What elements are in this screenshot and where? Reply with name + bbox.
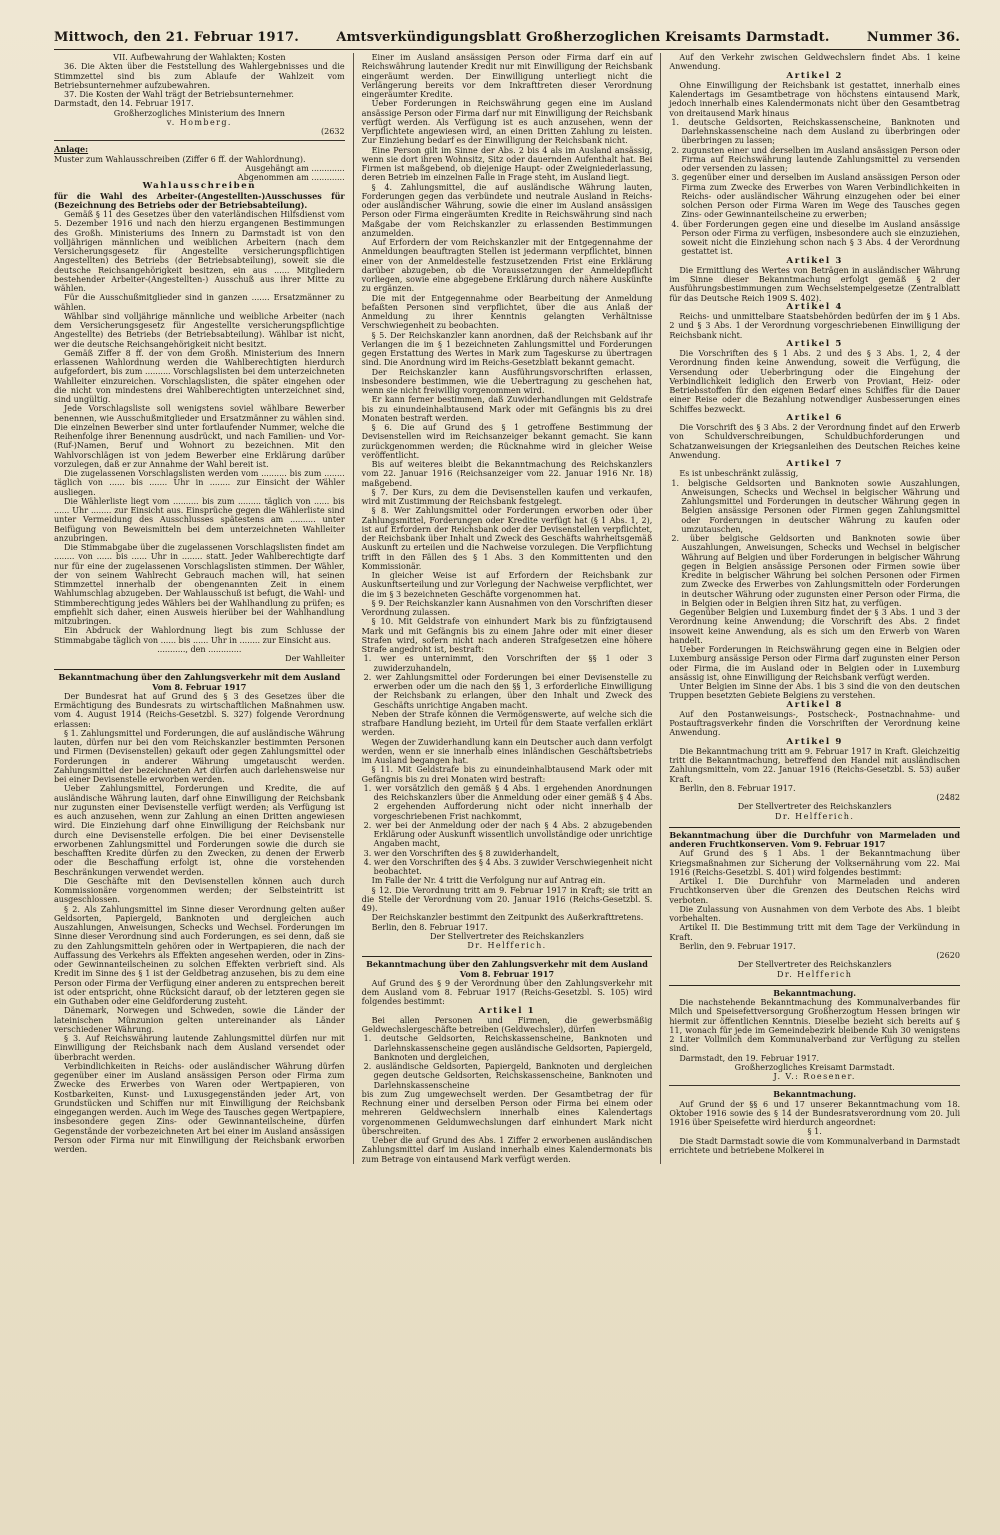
paragraph: Ueber Forderungen in Reichswährung gegen eine in Belgien oder Luxemburg ansässige Person oder Firma darf zugunsten einer Person oder Firma, die im Ausland oder in Belgien oder in Luxemburg ansässig ist, ohne Einwilligung der Reichsbank verfügt werden.	[669, 645, 961, 682]
paragraph: Wegen der Zuwiderhandlung kann ein Deutscher auch dann verfolgt werden, wenn er sie innerhalb eines inländischen Geschäftsbetriebs im Ausland begangen hat.	[361, 737, 653, 765]
divider	[362, 956, 653, 957]
signature-title: Der Stellvertreter des Reichskanzlers	[737, 960, 892, 970]
artikel-heading: Artikel 7	[786, 459, 843, 469]
masthead-title: Amtsverkündigungsblatt Großherzoglichen Kreisamts Darmstadt.	[336, 30, 830, 45]
paragraph: Auf Grund der §§ 6 und 17 unserer Bekanntmachung vom 18. Oktober 1916 sowie des § 14 der Bundesratsverordnung vom 20. Juli 1916 über Speisefette wird hierdurch angeordnet:	[669, 1099, 961, 1127]
anlage-label: Anlage:	[54, 144, 89, 155]
wahlleiter: Der Wahlleiter	[285, 654, 345, 663]
list-item: 2. wer bei der Anmeldung oder der nach § 4 Abs. 2 abzugebenden Erklärung oder Auskunft wissentlich unvollständige oder unrichtige Angaben macht,	[363, 820, 653, 849]
artikel-heading: Artikel 9	[786, 736, 843, 747]
article-paragraph: Ueber Zahlungsmittel, Forderungen und Kredite, die auf ausländische Währung lauten, darf ohne Einwilligung der Reichsbank nur zugunsten einer Devisenstelle verfügt werden; als Verfügung ist es auch anzusehen, wenn zur Zahlung an einen Dritten angewiesen wird. Die Einziehung darf ohne Einwilligung der Reichsbank nur durch eine Devisenstelle erfolgen. Die bei einer Devisenstelle erworbenen Zahlungsmittel und Forderungen sowie die durch sie beschafften Kredite dürfen zu den Zwecken, zu denen der Erwerb oder die Beschaffung erfolgt ist, ohne die vorstehenden Beschränkungen verwendet werden.	[54, 784, 345, 877]
artikel-heading: Artikel 4	[786, 301, 843, 312]
artikel-heading: Artikel 2	[786, 70, 843, 81]
list-item: 2. über belgische Geldsorten und Banknoten sowie über Auszahlungen, Anweisungen, Schecks und Wechsel in belgischer Währung auf Belgien und über Forderungen in belgischer Währung gegen in Belgien ansässige Personen oder Firmen sowie über Kredite in belgischer Währung bei solchen Personen oder Firmen zum Zwecke des Erwerbes von Zahlungsmitteln oder Forderungen in deutscher Währung oder zugunsten einer Person oder Firma, die in Belgien oder in Belgien ihren Sitz hat, zu verfügen.	[671, 534, 961, 608]
article-title: Bekanntmachung über den Zahlungsverkehr mit dem Ausland Vom 8. Februar 1917	[366, 959, 648, 979]
article-paragraph: § 2. Als Zahlungsmittel im Sinne dieser Verordnung gelten außer Geldsorten, Papiergeld, Banknoten und dergleichen auch Auszahlungen, Anweisungen, Schecks und Wechsel. Forderungen im Sinne dieser Verordnung sind auch Forderungen, es sei denn, daß sie zu den Zahlungsmitteln gehören oder in Wertpapieren, die nach der Auffassung des Verkehrs als Effekten angesehen werden, oder in Zins- oder Gewinnanteilscheinen zu solchen Effekten verbrieft sind. Als Kredit im Sinne des § 1 ist der Geldbetrag anzusehen, bis zu dem eine Person oder Firma der Verfügung einer anderen zu entsprechen bereit ist oder entspricht, ohne Rücksicht darauf, ob der letzteren gegen sie ein Guthaben oder eine Geldforderung zusteht.	[54, 904, 345, 1006]
article-paragraph: Die Geschäfte mit den Devisenstellen können auch durch Kommissionäre vorgenommen werden; der Selbsteintritt ist ausgeschlossen.	[54, 876, 345, 905]
list-item: 2. ausländische Geldsorten, Papiergeld, Banknoten und dergleichen gegen deutsche Geldsorten, Reichskassenscheine, Banknoten und Darlehnskassenscheine	[363, 1062, 653, 1090]
paragraph: § 6. Die auf Grund des § 1 getroffene Bestimmung der Devisenstellen wird im Reichsanzeiger bekannt gemacht. Sie kann zurückgenommen werden; die Rücknahme wird in gleicher Weise veröffentlicht.	[361, 423, 653, 460]
column-3	[660, 53, 960, 1164]
paragraph: Unter Belgien im Sinne der Abs. 1 bis 3 sind die von den deutschen Truppen besetzten Gebiete Belgiens zu verstehen.	[669, 682, 961, 701]
reference-number: (2632	[321, 127, 345, 136]
wahl-paragraph: Gemäß § 11 des Gesetzes über den vaterländischen Hilfsdienst vom 5. Dezember 1916 und nach den hierzu ergangenen Bestimmungen des Großh. Ministeriums des Innern zu Darmstadt ist von den volljährigen männlichen und weiblichen Arbeitern (nach dem Versicherungsgesetz für Angestellte versicherungspflichtigen Angestellten) des Betriebs (der Betriebsabteilung), soweit sie die deutsche Reichsangehörigkeit besitzen, ein aus ...... Mitgliedern bestehender Arbeiter-(Angestellten-) Ausschuß aus ihrer Mitte zu wählen.	[54, 210, 345, 293]
paragraph: Eine Person gilt im Sinne der Abs. 2 bis 4 als im Ausland ansässig, wenn sie dort ihren Wohnsitz, Sitz oder dauernden Aufenthalt hat. Bei Firmen ist maßgebend, ob diejenige Haupt- oder Zweigniederlassung, deren Betrieb im einzelnen Falle in Frage steht, im Ausland liegt.	[361, 145, 653, 183]
wahlausschreiben-heading: Wahlausschreiben	[142, 181, 257, 192]
wahl-paragraph: Die Wählerliste liegt vom .......... bis zum ......... täglich von ...... bis ...... Uhr ........ zur Einsicht aus. Einsprüche gegen die Wählerliste sind unter Vermeidung des Ausschlusses spätestens am .......... unter Beifügung von Beweismitteln bei dem unterzeichneten Wahlleiter anzubringen.	[54, 496, 345, 543]
article-title: Bekanntmachung über den Zahlungsverkehr mit dem Ausland Vom 8. Februar 1917	[58, 672, 341, 692]
signature-name: J. V.: Roesener.	[773, 1072, 856, 1081]
ort-datum: ..........., den .............	[157, 644, 242, 654]
list-item: 3. wer den Vorschriften des § 8 zuwiderhandelt,	[363, 848, 560, 858]
place-date: Darmstadt, den 14. Februar 1917.	[54, 99, 194, 109]
paragraph: Reichs- und unmittelbare Staatsbehörden bedürfen der im § 1 Abs. 2 und § 3 Abs. 1 der Verordnung vorgeschriebenen Einwilligung der Reichsbank nicht.	[669, 312, 961, 340]
wahl-paragraph: Jede Vorschlagsliste soll wenigstens soviel wählbare Bewerber benennen, wie Ausschußmitglieder und Ersatzmänner zu wählen sind. Die einzelnen Bewerber sind unter fortlaufender Nummer, welche die Reihenfolge ihrer Benennung ausdrückt, und nach Familien- und Vor-(Ruf-)Namen, Beruf und Wohnort zu bezeichnen. Mit den Wahlvorschlägen ist von jedem Bewerber eine Erklärung darüber vorzulegen, daß er zur Annahme der Wahl bereit ist.	[54, 404, 345, 469]
article-paragraph: § 3. Auf Reichswährung lautende Zahlungsmittel dürfen nur mit Einwilligung der Reichsbank nach dem Ausland versendet oder überbracht werden.	[54, 1034, 345, 1062]
list-item: 4. wer den Vorschriften des § 4 Abs. 3 zuwider Verschwiegenheit nicht beobachtet.	[363, 857, 653, 876]
paragraph: Einer im Ausland ansässigen Person oder Firma darf ein auf Reichswährung lautender Kredit nur mit Einwilligung der Reichsbank eingeräumt werden. Der Einwilligung unterliegt nicht die Verlängerung bereits vor dem Inkrafttreten dieser Verordnung eingeräumter Kredite.	[361, 53, 653, 99]
divider	[669, 985, 960, 986]
bekanntmachung-heading: Bekanntmachung.	[773, 1089, 857, 1100]
bekanntmachung-heading: Bekanntmachung.	[773, 987, 857, 998]
divider	[54, 140, 345, 141]
divider	[669, 827, 960, 828]
place-date: Berlin, den 8. Februar 1917.	[679, 783, 796, 793]
signature-name: Dr. Helfferich	[777, 969, 853, 979]
paragraph: Auf Erfordern der vom Reichskanzler mit der Entgegennahme der Anmeldungen beauftragten Stellen ist jedermann verpflichtet, binnen einer von der Anmeldestelle festzusetzenden Frist eine Erklärung darüber abzugeben, ob die Voraussetzungen der Anmeldepflicht vorliegen, sowie eine abgegebene Erklärung durch nähere Auskünfte zu ergänzen.	[361, 238, 653, 294]
paragraph: Ueber die auf Grund des Abs. 1 Ziffer 2 erworbenen ausländischen Zahlungsmittel darf im Ausland innerhalb eines Kalendermonats bis zum Betrage von eintausend Mark verfügt werden.	[361, 1136, 653, 1164]
paragraph: Im Falle der Nr. 4 tritt die Verfolgung nur auf Antrag ein.	[371, 876, 606, 886]
paragraph: Die Bekanntmachung tritt am 9. Februar 1917 in Kraft. Gleichzeitig tritt die Bekanntmachung, betreffend den Handel mit ausländischen Zahlungsmitteln, vom 22. Januar 1916 (Reichs-Gesetzbl. S. 53) außer Kraft.	[669, 746, 961, 784]
paragraph: Der Reichskanzler bestimmt den Zeitpunkt des Außerkrafttretens.	[371, 913, 644, 923]
article-paragraph: Dänemark, Norwegen und Schweden, sowie die Länder der lateinischen Münzunion gelten untereinander als Länder verschiedener Währung.	[54, 1006, 345, 1034]
signature-title: Der Stellvertreter des Reichskanzlers	[737, 802, 892, 812]
paragraph: Die Ermittlung des Wertes von Beträgen in ausländischer Währung im Sinne dieser Bekanntmachung erfolgt gemäß § 2 der Ausführungsbestimmungen zum Wechselstempelgesetze (Zentralblatt für das Deutsche Reich 1909 S. 402).	[669, 265, 961, 303]
ministry: Großherzogliches Ministerium des Innern	[113, 108, 285, 118]
article-title: Bekanntmachung über die Durchfuhr von Marmeladen und anderen Fruchtkonserven. Vom 9. Februar 1917	[669, 829, 961, 849]
paragraph: Die mit der Entgegennahme oder Bearbeitung der Anmeldung befaßten Personen sind verpflichtet, über die aus Anlaß der Anmeldung zu ihrer Kenntnis gelangten Verhältnisse Verschwiegenheit zu beobachten.	[361, 293, 653, 331]
place-date: Darmstadt, den 19. Februar 1917.	[679, 1053, 820, 1063]
ausgehaengt-line: Ausgehängt am .............	[245, 163, 345, 173]
signature-title: Der Stellvertreter des Reichskanzlers	[430, 931, 584, 941]
column-2	[353, 53, 653, 1164]
paragraph: Die Stadt Darmstadt sowie die vom Kommunalverband in Darmstadt errichtete und betriebene Molkerei in	[669, 1136, 961, 1155]
masthead-date: Mittwoch, den 21. Februar 1917.	[54, 30, 299, 45]
paragraph-37: 37. Die Kosten der Wahl trägt der Betriebsunternehmer.	[64, 90, 294, 99]
section-heading: VII. Aufbewahrung der Wahlakten; Kosten	[113, 53, 286, 62]
paragraph: Auf den Postanweisungs-, Postscheck-, Postnachnahme- und Postauftragsverkehr finden die Vorschriften der Verordnung keine Anwendung.	[669, 709, 961, 738]
signer: v. Homberg.	[166, 117, 232, 127]
paragraph: § 7. Der Kurs, zu dem die Devisenstellen kaufen und verkaufen, wird mit Zustimmung der Reichsbank festgelegt.	[361, 487, 653, 506]
paragraph: § 5. Der Reichskanzler kann anordnen, daß der Reichsbank auf ihr Verlangen die im § 1 bezeichneten Zahlungsmittel und Forderungen gegen Erstattung des Wertes in Mark zum Tageskurse zu übertragen sind. Die Anordnung wird im Reichs-Gesetzblatt bekannt gemacht.	[361, 330, 653, 368]
paragraph: Artikel II. Die Bestimmung tritt mit dem Tage der Verkündung in Kraft.	[669, 923, 961, 942]
paragraph: § 10. Mit Geldstrafe von einhundert Mark bis zu fünfzigtausend Mark und mit Gefängnis bis zu einem Jahre oder mit einer dieser Strafen wird, sofern nicht nach anderen Strafgesetzen eine höhere Strafe angedroht ist, bestraft:	[361, 617, 653, 654]
list-item: 4. über Forderungen gegen eine und dieselbe im Ausland ansässige Person oder Firma zu verfügen, insbesondere auch sie einzuziehen, soweit nicht die Einziehung schon nach § 3 Abs. 4 der Verordnung gestattet ist.	[671, 219, 961, 257]
paragraph: Bis auf weiteres bleibt die Bekanntmachung des Reichskanzlers vom 22. Januar 1916 (Reichsanzeiger vom 22. Januar 1916 Nr. 18) maßgebend.	[361, 460, 653, 488]
wahlausschreiben-subtitle: für die Wahl des Arbeiter-(Angestellten-)Ausschusses für (Bezeichnung des Betriebs oder der Betriebsabteilung).	[54, 190, 345, 210]
paragraph: Ueber Forderungen in Reichswährung gegen eine im Ausland ansässige Person oder Firma darf nur mit Einwilligung der Reichsbank verfügt werden. Als Verfügung ist es auch anzusehen, wenn der Verpflichtete angewiesen wird, an einen Dritten Zahlung zu leisten. Zur Einziehung bedarf es der Einwilligung der Reichsbank nicht.	[361, 99, 653, 146]
paragraph-36: 36. Die Akten über die Feststellung des Wahlergebnisses und die Stimmzettel sind bis zum Ablaufe der Wahlzeit vom Betriebsunternehmer aufzubewahren.	[54, 62, 345, 90]
reference-number: (2620	[936, 951, 961, 960]
paragraph: Auf den Verkehr zwischen Geldwechslern findet Abs. 1 keine Anwendung.	[669, 53, 961, 72]
list-item: 3. gegenüber einer und derselben im Ausland ansässigen Person oder Firma zum Zwecke des Erwerbes von Waren Verbindlichkeiten in Reichs- oder ausländischer Währung einzugehen oder bei einer solchen Person oder Firma Waren im Wege des Tausches gegen Zins- oder Gewinnanteilscheine zu erwerben;	[671, 173, 961, 220]
paragraph: § 4. Zahlungsmittel, die auf ausländische Währung lauten, Forderungen gegen das verbündete und neutrale Ausland in Reichs- oder ausländischer Währung, sowie die einer im Ausland ansässigen Person oder Firma eingeräumten Kredite in Reichswährung sind nach Maßgabe der vom Reichskanzler zu erlassenden Bestimmungen anzumelden.	[361, 182, 653, 238]
signature-name: Dr. Helfferich.	[467, 941, 547, 950]
paragraph: Artikel I. Die Durchfuhr von Marmeladen und anderen Fruchtkonserven über die Grenzen des Deutschen Reichs wird verboten.	[669, 877, 961, 905]
artikel-heading: Artikel 3	[786, 255, 843, 266]
paragraph: § 8. Wer Zahlungsmittel oder Forderungen erworben oder über Zahlungsmittel, Forderungen oder Kredite verfügt hat (§ 1 Abs. 1, 2), ist auf Erfordern der Reichsbank oder der Devisenstellen verpflichtet, der Reichsbank über Inhalt und Zweck des Geschäfts wahrheitsgemäß Auskunft zu erteilen und die Nachweise vorzulegen. Die Verpflichtung trifft in den Fällen des § 1 Abs. 3 den Kommittenten und den Kommissionär.	[361, 506, 653, 571]
paragraph: Die Zulassung von Ausnahmen von dem Verbote des Abs. 1 bleibt vorbehalten.	[669, 904, 961, 923]
paragraph: Neben der Strafe können die Vermögenswerte, auf welche sich die strafbare Handlung bezieht, im Urteil für dem Staate verfallen erklärt werden.	[361, 709, 653, 738]
article-paragraph: Verbindlichkeiten in Reichs- oder ausländischer Währung dürfen gegenüber einer im Ausland ansässigen Person oder Firma zum Zwecke des Erwerbes von Waren oder Wertpapieren, von Kostbarkeiten, Kunst- und Luxusgegenständen jeder Art, von Grundstücken und Schiffen nur mit Einwilligung der Reichsbank eingegangen werden. Auch im Wege des Tausches gegen Wertpapiere, insbesondere gegen Zins- oder Gewinnanteilscheine, dürfen Gegenstände der vorbezeichneten Art bei einer im Ausland ansässigen Person oder Firma nur mit Einwilligung der Reichsbank erworben werden.	[54, 1061, 345, 1154]
artikel-heading: Artikel 8	[786, 699, 843, 710]
article-intro: Auf Grund des § 9 der Verordnung über den Zahlungsverkehr mit dem Ausland vom 8. Februar 1917 (Reichs-Gesetzbl. S. 105) wird folgendes bestimmt:	[361, 978, 653, 1007]
wahl-paragraph: Gemäß Ziffer 8 ff. der von dem Großh. Ministerium des Innern erlassenen Wahlordnung werden die Wahlberechtigten hierdurch aufgefordert, bis zum .......... Vorschlagslisten bei dem unterzeichneten Wahlleiter einzureichen. Vorschlagslisten, die später eingehen oder die nicht von mindestens drei Wahlberechtigten unterzeichnet sind, sind ungültig.	[54, 348, 345, 404]
list-item: 2. zugunsten einer und derselben im Ausland ansässigen Person oder Firma auf Reichswährung lautende Zahlungsmittel zu versenden oder versenden zu lassen;	[671, 145, 961, 173]
article-paragraph: § 1. Zahlungsmittel und Forderungen, die auf ausländische Währung lauten, dürfen nur bei den vom Reichskanzler bestimmten Personen und Firmen (Devisenstellen) gekauft oder gegen Zahlungsmittel oder Forderungen in anderer Währung umgetauscht werden. Zahlungsmittel der bezeichneten Art dürfen auch darlehensweise nur bei einer Devisenstelle erworben werden.	[54, 728, 345, 784]
column-1	[54, 53, 345, 1164]
paragraph: Ohne Einwilligung der Reichsbank ist gestattet, innerhalb eines Kalendertags im Gesamtbetrage von höchstens eintausend Mark, jedoch innerhalb eines Kalendermonats nicht über den Gesamtbetrag von dreitausend Mark hinaus	[669, 80, 961, 118]
artikel-heading: Artikel 1	[478, 1005, 536, 1016]
paragraph: § 11. Mit Geldstrafe bis zu einundeinhalbtausend Mark oder mit Gefängnis bis zu drei Monaten wird bestraft:	[361, 765, 653, 784]
muster-line: Muster zum Wahlausschreiben (Ziffer 6 ff. der Wahlordnung).	[54, 154, 306, 164]
columns	[54, 53, 960, 1164]
place-date: Berlin, den 9. Februar 1917.	[679, 941, 796, 951]
artikel-heading: Artikel 6	[786, 412, 843, 423]
list-item: 1. belgische Geldsorten und Banknoten sowie Auszahlungen, Anweisungen, Schecks und Wechsel in belgischer Währung und Zahlungsmittel und Forderungen in deutscher Währung gegen in Belgien ansässige Personen oder Firmen gegen Zahlungsmittel oder Forderungen in deutscher Währung zu kaufen oder umzutauschen,	[671, 478, 961, 534]
masthead-number: Nummer 36.	[866, 30, 960, 45]
list-item: 1. deutsche Geldsorten, Reichskassenscheine, Banknoten und Darlehnskassenscheine nach dem Ausland zu überbringen oder überbringen zu lassen;	[671, 117, 961, 146]
abgenommen-line: Abgenommen am .............	[237, 173, 345, 182]
paragraph: Auf Grund des § 1 Abs. 1 der Bekanntmachung über Kriegsmaßnahmen zur Sicherung der Volksernährung vom 22. Mai 1916 (Reichs-Gesetzbl. S. 401) wird folgendes bestimmt:	[669, 849, 961, 877]
wahl-paragraph: Die Stimmabgabe über die zugelassenen Vorschlagslisten findet am ........ von ...... bis ...... Uhr in ........ statt. Jeder Wahlberechtigte darf nur für eine der zugelassenen Vorschlagslisten stimmen. Der Wähler, der von seinem Wahlrecht Gebrauch machen will, hat seinen Stimmzettel innerhalb der obengenannten Zeit in einem Wahlumschlag abzugeben. Der Wahlausschuß ist befugt, die Wahl- und Stimmberechtigung jedes Wählers bei der Wahlhandlung zu prüfen; es empfiehlt sich daher, einen Ausweis hierüber bei der Wahlhandlung mitzubringen.	[54, 543, 345, 626]
paragraph: Es ist unbeschränkt zulässig,	[679, 469, 799, 479]
paragraph: Er kann ferner bestimmen, daß Zuwiderhandlungen mit Geldstrafe bis zu einundeinhalbtausend Mark oder mit Gefängnis bis zu drei Monaten bestraft werden.	[361, 395, 653, 423]
place-date: Berlin, den 8. Februar 1917.	[371, 922, 488, 932]
list-item: 1. deutsche Geldsorten, Reichskassenscheine, Banknoten und Darlehnskassenscheine gegen ausländische Geldsorten, Papiergeld, Banknoten und dergleichen,	[363, 1034, 653, 1062]
paragraph: Die Vorschriften des § 1 Abs. 2 und des § 3 Abs. 1, 2, 4 der Verordnung finden keine Anwendung, soweit die Verfügung, die Versendung oder Ueberbringung oder die Eingehung der Verbindlichkeit lediglich den Erwerb von Proviant, Heiz- oder Betriebsstoffen für den eigenen Bedarf eines Schiffes für die Dauer einer Reise oder die Bezahlung notwendiger Ausbesserungen eines Schiffes bezweckt.	[669, 349, 961, 414]
divider	[54, 669, 345, 670]
wahl-paragraph: Die zugelassenen Vorschlagslisten werden vom .......... bis zum ........ täglich von ...... bis ....... Uhr in ........ zur Einsicht der Wähler ausliegen.	[54, 469, 345, 497]
masthead	[54, 30, 960, 50]
wahl-paragraph: Wählbar sind volljährige männliche und weibliche Arbeiter (nach dem Versicherungsgesetz für Angestellte versicherungspflichtige Angestellte) des Betriebs (der Betriebsabteilung). Wählbar ist nicht, wer die deutsche Reichsangehörigkeit nicht besitzt.	[54, 311, 345, 349]
paragraph: § 9. Der Reichskanzler kann Ausnahmen von den Vorschriften dieser Verordnung zulassen.	[361, 598, 653, 617]
list-item: 1. wer vorsätzlich den gemäß § 4 Abs. 1 ergehenden Anordnungen des Reichskanzlers über die Anmeldung oder einer gemäß § 4 Abs. 2 ergehenden Aufforderung nicht oder nicht innerhalb der vorgeschriebenen Frist nachkommt,	[363, 783, 653, 821]
artikel-heading: Artikel 5	[786, 338, 843, 349]
reference-number: (2482	[936, 793, 961, 802]
paragraph: bis zum Zug umgewechselt werden. Der Gesamtbetrag der für Rechnung einer und derselben Person oder Firma bei einem oder mehreren Geldwechslern innerhalb eines Kalendertags vorgenommenen Geldumwechslungen darf einhundert Mark nicht überschreiten.	[361, 1089, 653, 1136]
list-item: 1. wer es unternimmt, den Vorschriften der §§ 1 oder 3 zuwiderzuhandeln,	[363, 654, 653, 673]
list-item: 2. wer Zahlungsmittel oder Forderungen bei einer Devisenstelle zu erwerben oder um die nach den §§ 1, 3 erforderliche Einwilligung der Reichsbank zu erlangen, über den Inhalt und Zweck des Geschäfts unrichtige Angaben macht.	[363, 672, 653, 710]
wahl-paragraph: Ein Abdruck der Wahlordnung liegt bis zum Schlusse der Stimmabgabe täglich von ...... bis ...... Uhr in ........ zur Einsicht aus.	[54, 626, 345, 645]
paragraph: Die Vorschrift des § 3 Abs. 2 der Verordnung findet auf den Erwerb von Schuldverschreibungen, Schuldbuchforderungen und Schatzanweisungen der Kriegsanleihen des Deutschen Reiches keine Anwendung.	[669, 423, 961, 460]
divider	[669, 1085, 960, 1086]
signature-name: Dr. Helfferich.	[775, 811, 855, 821]
paragraph: Der Reichskanzler kann Ausführungsvorschriften erlassen, insbesondere bestimmen, wie die Uebertragung zu geschehen hat, wenn sie nicht freiwillig vorgenommen wird.	[361, 367, 653, 395]
paragraph: § 12. Die Verordnung tritt am 9. Februar 1917 in Kraft; sie tritt an die Stelle der Verordnung vom 20. Januar 1916 (Reichs-Gesetzbl. S. 49).	[361, 885, 653, 913]
article-paragraph: Der Bundesrat hat auf Grund des § 3 des Gesetzes über die Ermächtigung des Bundesrats zu wirtschaftlichen Maßnahmen usw. vom 4. August 1914 (Reichs-Gesetzbl. S. 327) folgende Verordnung erlassen:	[54, 691, 345, 729]
signature-title: Großherzogliches Kreisamt Darmstadt.	[734, 1062, 895, 1072]
paragraph: Die nachstehende Bekanntmachung des Kommunalverbandes für Milch und Speisefettversorgung Großherzogtum Hessen bringen wir hiermit zur öffentlichen Kenntnis. Dieselbe bezieht sich bereits auf § 11, wonach für jede im Gemeindebezirk bleibende Kuh 30 wenigstens 2 Liter Vollmilch dem Kommunalverband zur Verfügung zu stellen sind.	[669, 998, 961, 1054]
wahl-paragraph: Für die Ausschußmitglieder sind in ganzen ....... Ersatzmänner zu wählen.	[54, 293, 345, 312]
paragraph: Gegenüber Belgien und Luxemburg findet der § 3 Abs. 1 und 3 der Verordnung keine Anwendung; die Vorschrift des Abs. 2 findet insoweit keine Anwendung, als es sich um den Erwerb von Waren handelt.	[669, 608, 961, 645]
paragraph: Bei allen Personen und Firmen, die gewerbsmäßig Geldwechslergeschäfte betreiben (Geldwechsler), dürfen	[361, 1015, 653, 1034]
paragraph: In gleicher Weise ist auf Erfordern der Reichsbank zur Auskunftserteilung und zur Vorlegung der Nachweise verpflichtet, wer die im § 3 bezeichneten Geschäfte vorgenommen hat.	[361, 571, 653, 599]
section-number: § 1.	[807, 1127, 822, 1137]
